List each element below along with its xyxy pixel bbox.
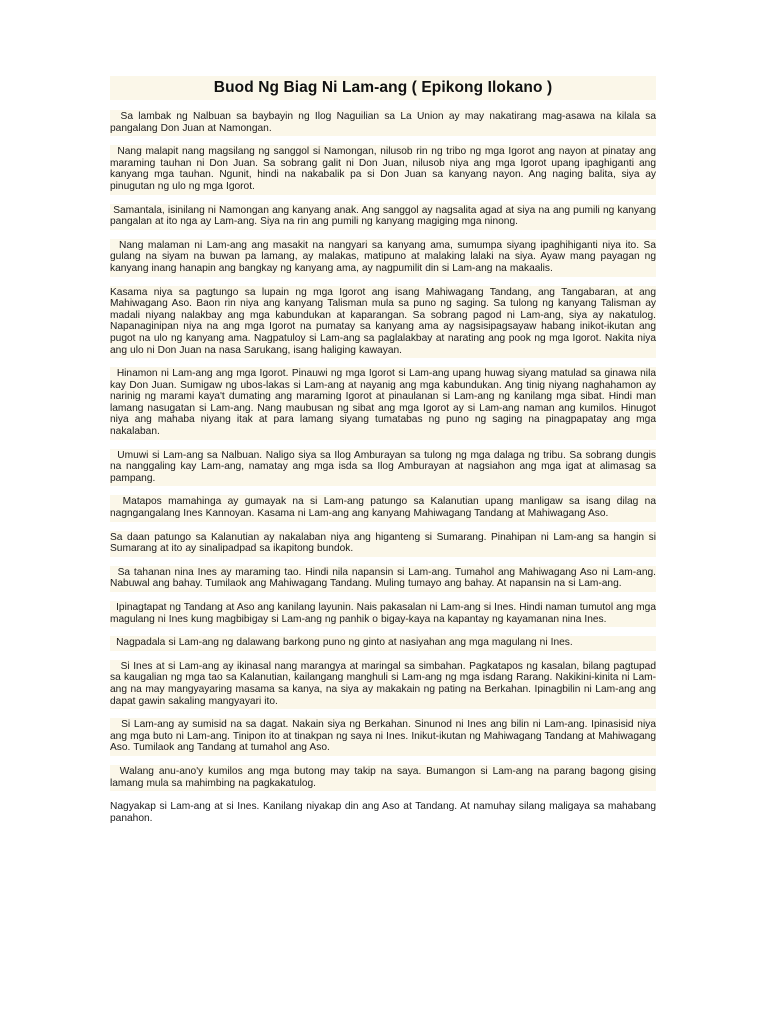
paragraph-12: Nagpadala si Lam-ang ng dalawang barkong puno ng ginto at nasiyahan ang mga magulang ni Ines.: [110, 636, 656, 651]
paragraph-7: Umuwi si Lam-ang sa Nalbuan. Naligo siya sa Ilog Amburayan sa tulong ng mga dalaga ng tribu. Sa sobrang dungis na nanggaling kay Lam-ang, namatay ang mga isda sa Ilog Amburayan at nagsiahon ang mga igat at alimasag sa pampang.: [110, 449, 656, 487]
document-title: Buod Ng Biag Ni Lam-ang ( Epikong Ilokano ): [110, 76, 656, 100]
paragraph-16: Nagyakap si Lam-ang at si Ines. Kanilang niyakap din ang Aso at Tandang. At namuhay silang maligaya sa mahabang panahon.: [110, 800, 656, 826]
paragraph-9: Sa daan patungo sa Kalanutian ay nakalaban niya ang higanteng si Sumarang. Pinahipan ni Lam-ang sa hangin si Sumarang at ito ay sinalipadpad sa ikapitong bundok.: [110, 531, 656, 557]
paragraph-15: Walang anu-ano'y kumilos ang mga butong may takip na saya. Bumangon si Lam-ang na parang bagong gising lamang mula sa mahimbing na pagkakatulog.: [110, 765, 656, 791]
paragraph-1: Sa lambak ng Nalbuan sa baybayin ng Ilog Naguilian sa La Union ay may nakatirang mag-asawa na kilala sa pangalang Don Juan at Namongan.: [110, 110, 656, 136]
paragraph-4: Nang malaman ni Lam-ang ang masakit na nangyari sa kanyang ama, sumumpa siyang ipaghihiganti niya ito. Sa gulang na siyam na buwan pa lamang, ay malakas, matipuno at malaking lalaki na siya. Ayaw mang payagan ng kanyang inang hanapin ang bangkay ng kanyang ama, ay nagpumilit din si Lam-ang na makaalis.: [110, 239, 656, 277]
paragraph-5: Kasama niya sa pagtungo sa lupain ng mga Igorot ang isang Mahiwagang Tandang, ang Tangabaran, at ang Mahiwagang Aso. Baon rin niya ang kanyang Talisman mula sa puno ng saging. Sa tulong ng kanyang Talisman ay madali niyang nalakbay ang mga kabundukan at kaparangan. Sa sobrang pagod ni Lam-ang, siya ay nakatulog. Napanaginipan niya na ang mga Igorot na pumatay sa kanyang ama ay nagsisipagsayaw habang inikot-ikutan ang pugot na ulo ng kanyang ama. Nagpatuloy si Lam-ang sa paglalakbay at narating ang pook ng mga Igorot. Nakita niya ang ulo ni Don Juan na nasa Sarukang, isang haliging kawayan.: [110, 286, 656, 359]
paragraph-6: Hinamon ni Lam-ang ang mga Igorot. Pinauwi ng mga Igorot si Lam-ang upang huwag siyang matulad sa ginawa nila kay Don Juan. Sumigaw ng ubos-lakas si Lam-ang at nayanig ang mga kabundukan. Ang tinig niyang naghahamon ay narinig ng marami kaya't dumating ang maraming Igorot at pinaulanan si Lam-ang ng kanilang mga sibat. Hindi man lamang nasugatan si Lam-ang. Nang maubusan ng sibat ang mga Igorot ay si Lam-ang naman ang kumilos. Hinugot niya ang mahaba niyang itak at para lamang siyang tumatabas ng puno ng saging na pinagpapatay ang mga nakalaban.: [110, 367, 656, 440]
paragraph-10: Sa tahanan nina Ines ay maraming tao. Hindi nila napansin si Lam-ang. Tumahol ang Mahiwagang Aso ni Lam-ang. Nabuwal ang bahay. Tumilaok ang Mahiwagang Tandang. Muling tumayo ang bahay. At napansin na si Lam-ang.: [110, 566, 656, 592]
paragraph-2: Nang malapit nang magsilang ng sanggol si Namongan, nilusob rin ng tribo ng mga Igorot ang nayon at pinatay ang maraming tauhan ni Don Juan. Sa sobrang galit ni Don Juan, nilusob niya ang mga Igorot upang ipaghiganti ang kanyang mga tauhan. Ngunit, hindi na nakabalik pa si Don Juan sa kanyang nayon. Ang naging balita, siya ay pinugutan ng ulo ng mga Igorot.: [110, 145, 656, 194]
paragraph-13: Si Ines at si Lam-ang ay ikinasal nang marangya at maringal sa simbahan. Pagkatapos ng kasalan, bilang pagtupad sa kaugalian ng mga tao sa Kalanutian, kailangang manghuli si Lam-ang ng mga isdang Rarang. Nakikini-kinita ni Lam-ang na may mangyayaring masama sa kanya, na siya ay makakain ng pating na Berkahan. Ipinagbilin ni Lam-ang ang dapat gawin sakaling mangyayari ito.: [110, 660, 656, 709]
paragraph-14: Si Lam-ang ay sumisid na sa dagat. Nakain siya ng Berkahan. Sinunod ni Ines ang bilin ni Lam-ang. Ipinasisid niya ang mga buto ni Lam-ang. Tinipon ito at tinakpan ng saya ni Ines. Inikut-ikutan ng Mahiwagang Tandang at Mahiwagang Aso. Tumilaok ang Tandang at tumahol ang Aso.: [110, 718, 656, 756]
paragraph-11: Ipinagtapat ng Tandang at Aso ang kanilang layunin. Nais pakasalan ni Lam-ang si Ines. Hindi naman tumutol ang mga magulang ni Ines kung magbibigay si Lam-ang ng panhik o bigay-kaya na kapantay ng kayamanan nina Ines.: [110, 601, 656, 627]
paragraph-3: Samantala, isinilang ni Namongan ang kanyang anak. Ang sanggol ay nagsalita agad at siya na ang pumili ng kanyang pangalan at ito nga ay Lam-ang. Siya na rin ang pumili ng kanyang magiging mga ninong.: [110, 204, 656, 230]
document-page: [110, 76, 660, 826]
paragraph-8: Matapos mamahinga ay gumayak na si Lam-ang patungo sa Kalanutian upang manligaw sa isang dilag na nagngangalang Ines Kannoyan. Kasama ni Lam-ang ang kanyang Mahiwagang Tandang at Mahiwagang Aso.: [110, 495, 656, 521]
